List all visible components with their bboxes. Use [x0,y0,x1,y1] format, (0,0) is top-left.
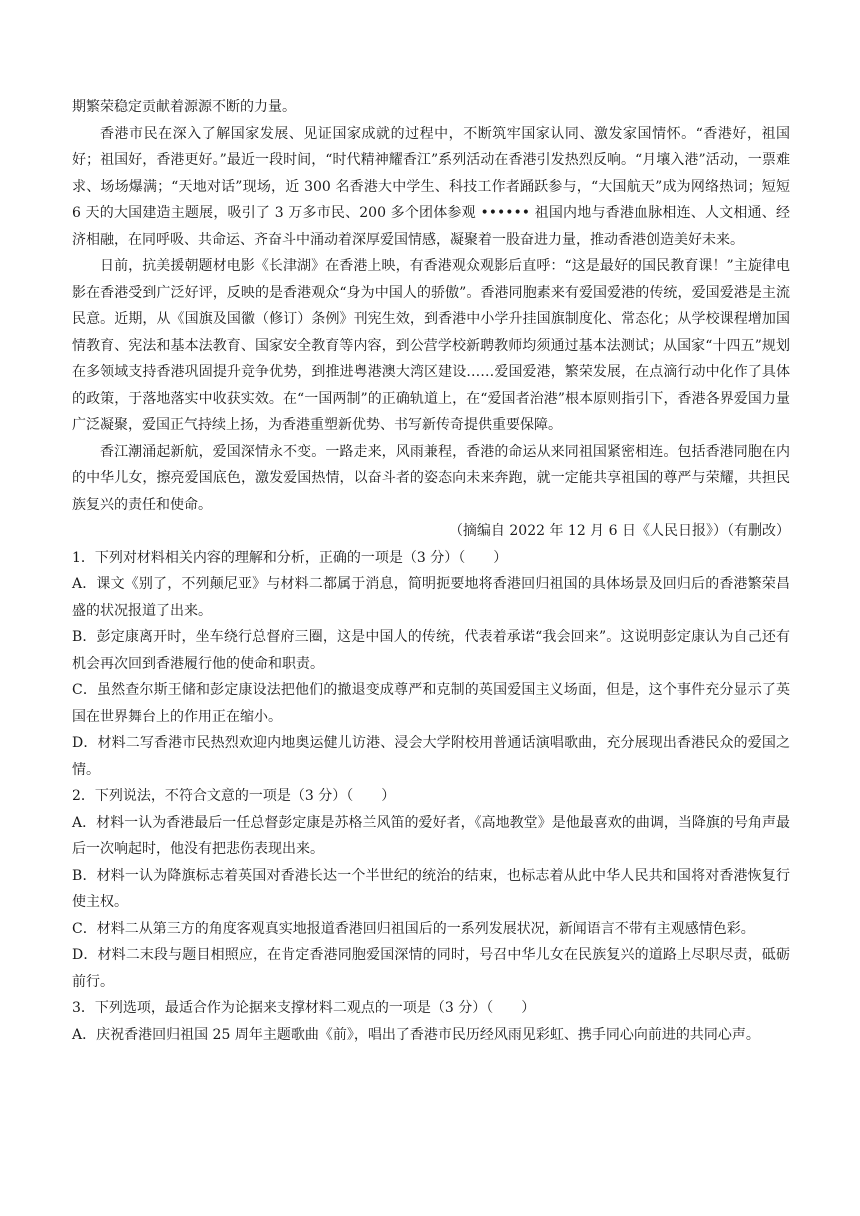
answer-option: B．材料一认为降旗标志着英国对香港长达一个半世纪的统治的结束，也标志着从此中华人民共和国将对香港恢复行使主权。 [72,867,790,910]
question-stem: 2．下列说法，不符合文意的一项是（3 分）（ ） [72,788,396,804]
question-stem: 3．下列选项，最适合作为论据来支撑材料二观点的一项是（3 分）（ ） [72,1000,536,1016]
answer-option: B．彭定康离开时，坐车绕行总督府三圈，这是中国人的传统，代表着承诺“我会回来”。这说明彭定康认为自己还有机会再次回到香港履行他的使命和职责。 [72,629,790,672]
answer-option: D．材料二写香港市民热烈欢迎内地奥运健儿访港、浸会大学附校用普通话演唱歌曲，充分展现出香港民众的爱国之情。 [72,735,790,778]
source-citation: （摘编自 2022 年 12 月 6 日《人民日报》）（有删改） [448,523,790,539]
answer-option: A．庆祝香港回归祖国 25 周年主题歌曲《前》，唱出了香港市民历经风雨见彩虹、携手同心向前进的共同心声。 [72,1026,760,1043]
answer-option: C．材料二从第三方的角度客观真实地报道香港回归祖国后的一系列发展状况，新闻语言不带有主观感情色彩。 [72,920,755,937]
answer-option: D．材料二末段与题目相照应，在肯定香港同胞爱国深情的同时，号召中华儿女在民族复兴的道路上尽职尽责，砥砺前行。 [72,947,790,990]
passage-paragraph: 日前，抗美援朝题材电影《长津湖》在香港上映，有香港观众观影后直呼：“这是最好的国民教育课！”主旋律电影在香港受到广泛好评，反映的是香港观众“身为中国人的骄傲”。香港同胞素来有爱国爱港的传统，爱国爱港是主流民意。近期，从《国旗及国徽（修订）条例》刊宪生效，到香港中小学升挂国旗制度化、常态化；从学校课程增加国情教育、宪法和基本法教育、国家安全教育等内容，到公营学校新聘教师均须通过基本法测试；从国家“十四五”规划在多领域支持香港巩固提升竞争优势，到推进粤港澳大湾区建设……爱国爱港，繁荣发展，在点滴行动中化作了具体的政策，于落地落实中收获实效。在“一国两制”的正确轨道上，在“爱国者治港”根本原则指引下，香港各界爱国力量广泛凝聚，爱国正气持续上扬，为香港重塑新优势、书写新传奇提供重要保障。 [72,258,790,433]
answer-option: A．课文《别了，不列颠尼亚》与材料二都属于消息，简明扼要地将香港回归祖国的具体场景及回归后的香港繁荣昌盛的状况报道了出来。 [72,576,790,619]
question-stem: 1．下列对材料相关内容的理解和分析，正确的一项是（3 分）（ ） [72,549,508,566]
answer-option: C．虽然查尔斯王储和彭定康设法把他们的撤退变成尊严和克制的英国爱国主义场面，但是，这个事件充分显示了英国在世界舞台上的作用正在缩小。 [72,682,790,725]
answer-option: A．材料一认为香港最后一任总督彭定康是苏格兰风笛的爱好者，《高地教堂》是他最喜欢的曲调，当降旗的号角声最后一次响起时，他没有把悲伤表现出来。 [72,814,790,857]
passage-paragraph: 香港市民在深入了解国家发展、见证国家成就的过程中，不断筑牢国家认同、激发家国情怀。“香港好，祖国好；祖国好，香港更好。”最近一段时间，“时代精神耀香江”系列活动在香港引发热烈反响。“月壤入港”活动，一票难求、场场爆满；“天地对话”现场，近 300 名香港大中学生、科技工作者踊跃参与，“大国航天”成为网络热词；短短 6 天的大国建造主题展，吸引了 3 万多市民、200 多个团体参观 •••••• 祖国内地与香港血脉相连、人文相通、经济相融，在同呼吸、共命运、齐奋斗中涌动着深厚爱国情感，凝聚着一股奋进力量，推动香港创造美好未来。 [72,125,790,248]
passage-paragraph: 期繁荣稳定贡献着源源不断的力量。 [72,99,296,115]
document-page [72,94,790,1048]
passage-paragraph: 香江潮涌起新航，爱国深情永不变。一路走来，风雨兼程，香港的命运从来同祖国紧密相连。包括香港同胞在内的中华儿女，擦亮爱国底色，激发爱国热情，以奋斗者的姿态向未来奔跑，就一定能共享祖国的尊严与荣耀，共担民族复兴的责任和使命。 [72,443,790,513]
